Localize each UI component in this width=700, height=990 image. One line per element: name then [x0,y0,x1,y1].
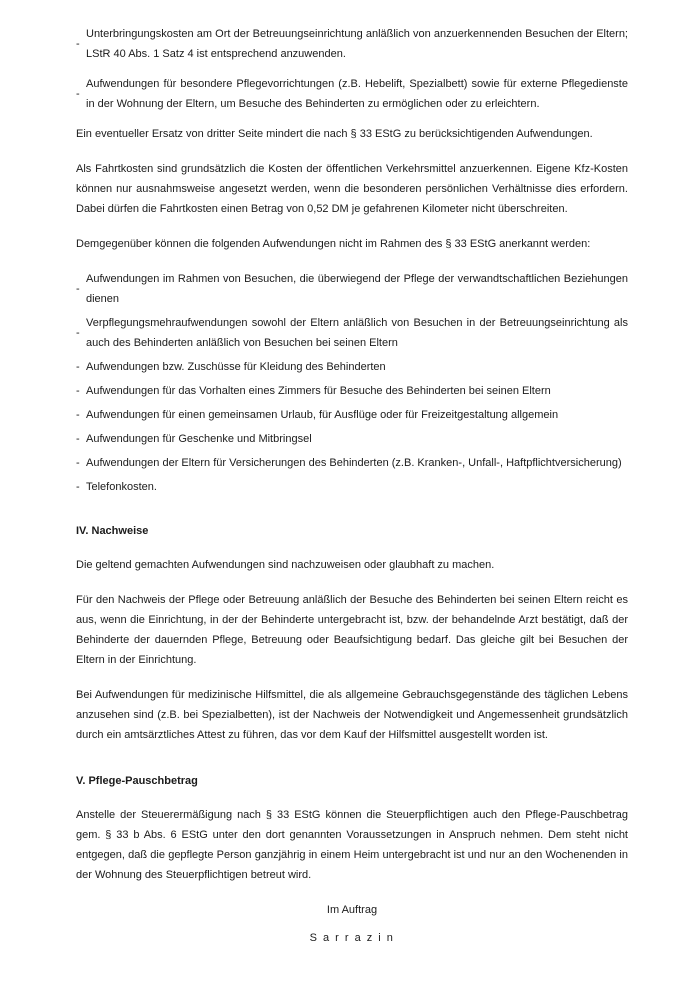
im-auftrag-line: Im Auftrag [326,904,378,916]
section-v-paragraph-1: Anstelle der Steuerermäßigung nach § 33 EStG können die Steuerpflichtigen auch den Pflege-Pauschbetrag gem. § 33 b Abs. 6 EStG unter den dort genannten Voraussetzungen in Anspruch nehmen. Dem steht nicht entgegen, daß die gepflegte Person ganzjährig in einem Heim untergebracht ist und nur an den Wochenenden in der Wohnung des Steuerpflichtigen betreut wird. [76,809,628,881]
list-item [76,429,628,449]
list-item-text: Verpflegungsmehraufwendungen sowohl der Eltern anläßlich von Besuchen in der Betreuungseinrichtung als auch des Behinderten anläßlich von Besuchen bei seinen Eltern [86,317,628,349]
paragraph-fahrtkosten: Als Fahrtkosten sind grundsätzlich die Kosten der öffentlichen Verkehrsmittel anzuerkennen. Eigene Kfz-Kosten können nur ausnahmsweise angesetzt werden, wenn die besonderen persönlichen Verhältnisse dies erfordern. Dabei dürfen die Fahrtkosten einen Betrag von 0,52 DM je gefahrenen Kilometer nicht überschreiten. [76,163,628,215]
not-recognized-costs-list [76,269,628,497]
dash-marker: - [76,38,80,50]
list-item-text: Unterbringungskosten am Ort der Betreuungseinrichtung anläßlich von anzuerkennenden Besuchen der Eltern; LStR 40 Abs. 1 Satz 4 ist entsprechend anzuwenden. [86,28,628,60]
list-item [76,453,628,473]
paragraph-ersatz: Ein eventueller Ersatz von dritter Seite mindert die nach § 33 EStG zu berücksichtigenden Aufwendungen. [76,128,593,140]
list-item [76,405,628,425]
list-item [76,313,628,353]
section-iv-heading: IV. Nachweise [76,525,149,537]
dash-marker: - [76,385,80,397]
list-item [76,357,628,377]
dash-marker: - [76,481,80,493]
section-v-heading: V. Pflege-Pauschbetrag [76,775,198,787]
list-item [76,269,628,309]
list-item-text: Aufwendungen bzw. Zuschüsse für Kleidung des Behinderten [86,361,386,373]
dash-marker: - [76,361,80,373]
dash-marker: - [76,283,80,295]
dash-marker: - [76,88,80,100]
list-item-text: Aufwendungen für Geschenke und Mitbringsel [86,433,312,445]
dash-marker: - [76,457,80,469]
list-item-text: Aufwendungen im Rahmen von Besuchen, die überwiegend der Pflege der verwandtschaftlichen Beziehungen dienen [86,273,628,305]
section-iv-paragraph-1: Die geltend gemachten Aufwendungen sind nachzuweisen oder glaubhaft zu machen. [76,559,495,571]
list-item [76,381,628,401]
list-item-text: Aufwendungen für das Vorhalten eines Zimmers für Besuche des Behinderten bei seinen Eltern [86,385,551,397]
list-item [76,477,628,497]
section-iv-paragraph-2: Für den Nachweis der Pflege oder Betreuung anläßlich der Besuche des Behinderten bei seinen Eltern reicht es aus, wenn die Einrichtung, in der der Behinderte untergebracht ist, bzw. der behandelnde Arzt bestätigt, daß der Behinderte der dauernden Pflege, Betreuung oder Beaufsichtigung bedarf. Das gleiche gilt bei Besuchen der Eltern in der Einrichtung. [76,594,628,666]
signature-line: S a r r a z i n [309,932,395,944]
list-item-text: Telefonkosten. [86,481,157,493]
paragraph-demgegenueber: Demgegenüber können die folgenden Aufwendungen nicht im Rahmen des § 33 EStG anerkannt werden: [76,238,591,250]
list-item-text: Aufwendungen für einen gemeinsamen Urlaub, für Ausflüge oder für Freizeitgestaltung allgemein [86,409,559,421]
list-item-text: Aufwendungen für besondere Pflegevorrichtungen (z.B. Hebelift, Spezialbett) sowie für externe Pflegedienste in der Wohnung der Eltern, um Besuche des Behinderten zu ermöglichen oder zu erleichtern. [86,78,628,110]
list-item [76,74,628,114]
section-iv-paragraph-3: Bei Aufwendungen für medizinische Hilfsmittel, die als allgemeine Gebrauchsgegenstände des täglichen Lebens anzusehen sind (z.B. bei Spezialbetten), ist der Nachweis der Notwendigkeit und Angemessenheit grundsätzlich durch ein amtsärztliches Attest zu führen, das vor dem Kauf der Hilfsmittel ausgestellt worden ist. [76,689,628,741]
dash-marker: - [76,327,80,339]
dash-marker: - [76,409,80,421]
deductible-costs-list [76,24,628,114]
list-item-text: Aufwendungen der Eltern für Versicherungen des Behinderten (z.B. Kranken-, Unfall-, Haftpflichtversicherung) [86,457,622,469]
list-item [76,24,628,64]
closing-block [76,900,628,948]
dash-marker: - [76,433,80,445]
